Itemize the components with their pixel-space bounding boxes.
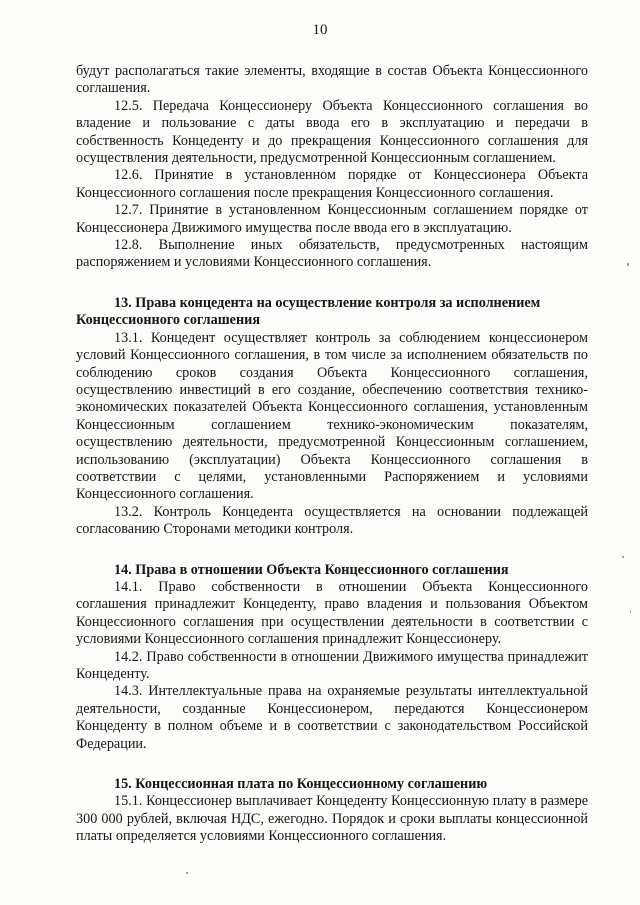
- scan-speck: [630, 610, 631, 613]
- paragraph-15-1: 15.1. Концессионер выплачивает Концеденту Концессионную плату в размере 300 000 рублей, включая НДС, ежегодно. Порядок и сроки выплаты концессионной платы определяется условиями Концессионного соглашения.: [76, 793, 588, 845]
- paragraph-12-7: 12.7. Принятие в установленном Концессионным соглашением порядке от Концессионера Движимого имущества после ввода его в эксплуатацию.: [76, 202, 588, 236]
- intro-paragraph: будут располагаться такие элементы, входящие в состав Объекта Концессионного соглашения.: [76, 63, 588, 97]
- paragraph-13-1: 13.1. Концедент осуществляет контроль за соблюдением концессионером условий Концессионного соглашения, в том числе за исполнением обязательств по соблюдению сроков создания Объекта Концессионного соглашения, осуществлению инвестиций в его создание, обеспечению соответствия технико-экономических показателей Объекта Концессионного соглашения, установленным Концессионным соглашением технико-экономическим показателям, осуществлению деятельности, предусмотренной Концессионным соглашением, использованию (эксплуатации) Объекта Концессионного соглашения в соответствии с целями, установленными Распоряжением и условиями Концессионного соглашения.: [76, 329, 588, 503]
- paragraph-12-6: 12.6. Принятие в установленном порядке от Концессионера Объекта Концессионного соглашения после прекращения Концессионного соглашения.: [76, 167, 588, 201]
- scan-speck: [622, 556, 624, 558]
- section-13-heading: 13. Права концедента на осуществление контроля за исполнением Концессионного соглашения: [76, 294, 541, 329]
- page-number: 10: [312, 22, 328, 38]
- paragraph-14-3: 14.3. Интеллектуальные права на охраняемые результаты интеллектуальной деятельности, созданные Концессионером, передаются Концессионером Концеденту в полном объеме и в соответствии с законодательством Российской Федерации.: [76, 683, 588, 752]
- section-spacer: [76, 753, 588, 776]
- scan-speck: [186, 872, 188, 874]
- section-spacer: [76, 539, 588, 562]
- paragraph-12-5: 12.5. Передача Концессионеру Объекта Концессионного соглашения во владение и пользование с даты ввода его в эксплуатацию и передачи в собственность Концеденту и до прекращения Концессионного соглашения для осуществления деятельности, предусмотренной Концессионным соглашением.: [76, 97, 588, 167]
- paragraph-14-1: 14.1. Право собственности в отношении Объекта Концессионного соглашения принадлежит Концеденту, право владения и пользования Объектом Концессионного соглашения при осуществлении деятельности в соответствии с условиями Концессионного соглашения принадлежит Концессионеру.: [76, 578, 588, 648]
- paragraph-13-2: 13.2. Контроль Концедента осуществляется на основании подлежащей согласованию Сторонами методики контроля.: [76, 503, 588, 538]
- section-14-heading: 14. Права в отношении Объекта Концессионного соглашения: [114, 561, 509, 578]
- document-body: [76, 63, 588, 846]
- section-spacer: [76, 272, 588, 295]
- section-15-heading: 15. Концессионная плата по Концессионному соглашению: [114, 776, 488, 793]
- paragraph-14-2: 14.2. Право собственности в отношении Движимого имущества принадлежит Концеденту.: [76, 648, 588, 682]
- scan-speck: [627, 263, 629, 266]
- paragraph-12-8: 12.8. Выполнение иных обязательств, предусмотренных настоящим распоряжением и условиями Концессионного соглашения.: [76, 237, 588, 271]
